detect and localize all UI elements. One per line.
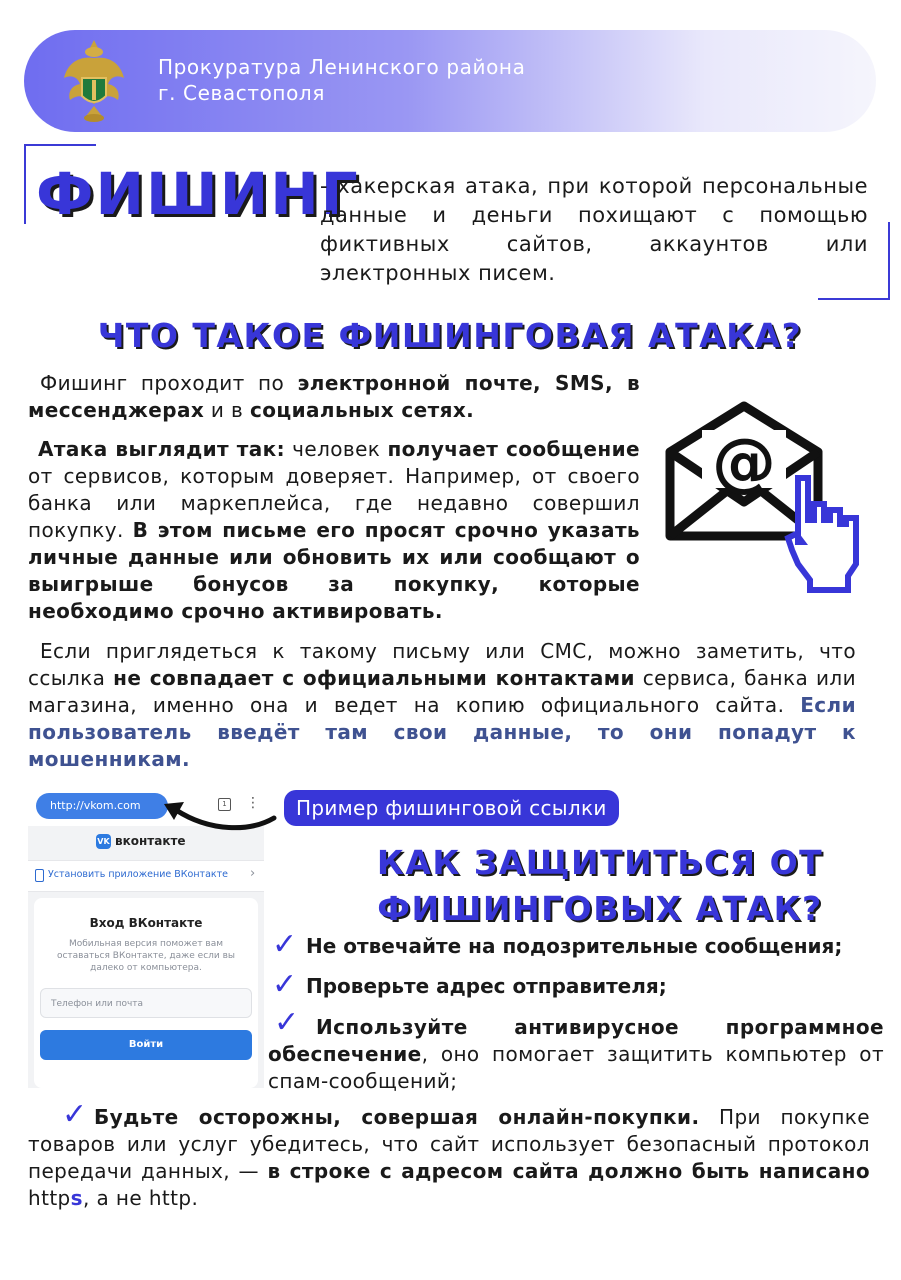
text: и в <box>204 398 250 422</box>
bold-text: Будьте осторожны, совершая онлайн-покупки. <box>94 1105 700 1129</box>
text: Если приглядеться к такому письму или СМС, можно заметить, что ссылка <box>28 639 856 690</box>
text: сервиса, банка или магазина, именно она и ведет на копию официального сайта. <box>28 666 856 717</box>
phishing-definition: - хакерская атака, при которой персональные данные и деньги похищают с помощью фиктивных сайтов, аккаунтов или электронных писем. <box>320 174 868 285</box>
bold-text: В этом письме его просят срочно указать личные данные или обновить их или сообщают о выигрыше бонусов за покупку, которые необходимо срочно активировать. <box>28 518 640 623</box>
org-line-1: Прокуратура Ленинского района <box>158 55 526 79</box>
prosecutor-emblem-icon <box>62 38 126 124</box>
organization-name <box>158 54 525 106</box>
checkmark-icon: ✓ <box>62 1097 88 1132</box>
tip-dont-reply: Не отвечайте на подозрительные сообщения; <box>306 934 843 958</box>
text: , а не http. <box>82 1186 199 1210</box>
section-heading-what-is: ЧТО ТАКОЕ ФИШИНГОВАЯ АТАКА? <box>97 316 803 355</box>
login-button[interactable]: Войти <box>40 1030 252 1060</box>
text: , оно помогает защитить компьютер от спам-сообщений; <box>268 1042 884 1093</box>
warning-text: Если пользователь введёт там свои данные, то они попадут к мошенникам. <box>28 693 856 771</box>
menu-icon[interactable]: ⋮ <box>246 795 260 811</box>
bold-text: получает сообщение <box>387 437 640 461</box>
bold-text: социальных сетях. <box>250 398 475 422</box>
email-envelope-icon <box>662 400 874 596</box>
login-description: Мобильная версия поможет вам оставаться ВКонтакте, даже если вы далеко от компьютера. <box>56 939 236 973</box>
bold-text: в строке с адресом сайта должно быть написано <box>267 1159 870 1183</box>
section-heading-how-to-protect: КАК ЗАЩИТИТЬСЯ ОТ ФИШИНГОВЫХ АТАК? <box>376 843 824 928</box>
tabs-icon[interactable]: 1 <box>218 798 231 811</box>
checkmark-icon: ✓ <box>272 967 298 1002</box>
vk-logo-icon: VK <box>96 834 111 849</box>
text: Фишинг проходит по <box>40 371 298 395</box>
paragraph-fake-link <box>28 638 856 773</box>
vk-brand-text: вконтакте <box>115 834 186 848</box>
checkmark-icon: ✓ <box>272 927 298 962</box>
chevron-right-icon: › <box>250 866 256 881</box>
tip-online-shopping <box>28 1104 870 1212</box>
phone-icon <box>35 869 44 882</box>
bold-text: электронной почте, SMS, в мессенджерах <box>28 371 640 422</box>
phishing-title: ФИШИНГ <box>36 160 360 228</box>
vk-brand <box>96 834 186 849</box>
paragraph-channels <box>28 370 640 424</box>
org-line-2: г. Севастополя <box>158 81 325 105</box>
text: человек <box>285 437 388 461</box>
arrow-left-icon <box>150 792 280 836</box>
text: от сервисов, которым доверяет. Например, от своего банка или маркеплейса, где недавно совершил покупку. <box>28 464 640 542</box>
svg-text:@: @ <box>712 426 776 500</box>
tip-check-sender: Проверьте адрес отправителя; <box>306 974 667 998</box>
text: При покупке товаров или услуг убедитесь, что сайт использует безопасный протокол передачи данных, — <box>28 1105 870 1183</box>
url-bar[interactable]: http://vkom.com <box>36 793 168 819</box>
bold-text: не совпадает с официальными контактами <box>113 666 635 690</box>
https-s-letter: s <box>70 1186 83 1210</box>
login-card <box>34 898 258 1088</box>
checkmark-icon: ✓ <box>274 1005 300 1040</box>
tip-antivirus <box>268 1014 884 1095</box>
bold-text: Используйте антивирусное программное обеспечение <box>268 1015 884 1066</box>
example-label: Пример фишинговой ссылки <box>284 790 619 826</box>
install-app-text: Установить приложение ВКонтакте <box>48 869 229 880</box>
phone-or-email-input[interactable]: Телефон или почта <box>40 988 252 1018</box>
install-app-row[interactable] <box>28 860 264 892</box>
bold-text: Атака выглядит так: <box>38 437 286 461</box>
paragraph-attack-description <box>28 436 640 625</box>
text: http <box>28 1186 71 1210</box>
login-title: Вход ВКонтакте <box>89 916 203 930</box>
